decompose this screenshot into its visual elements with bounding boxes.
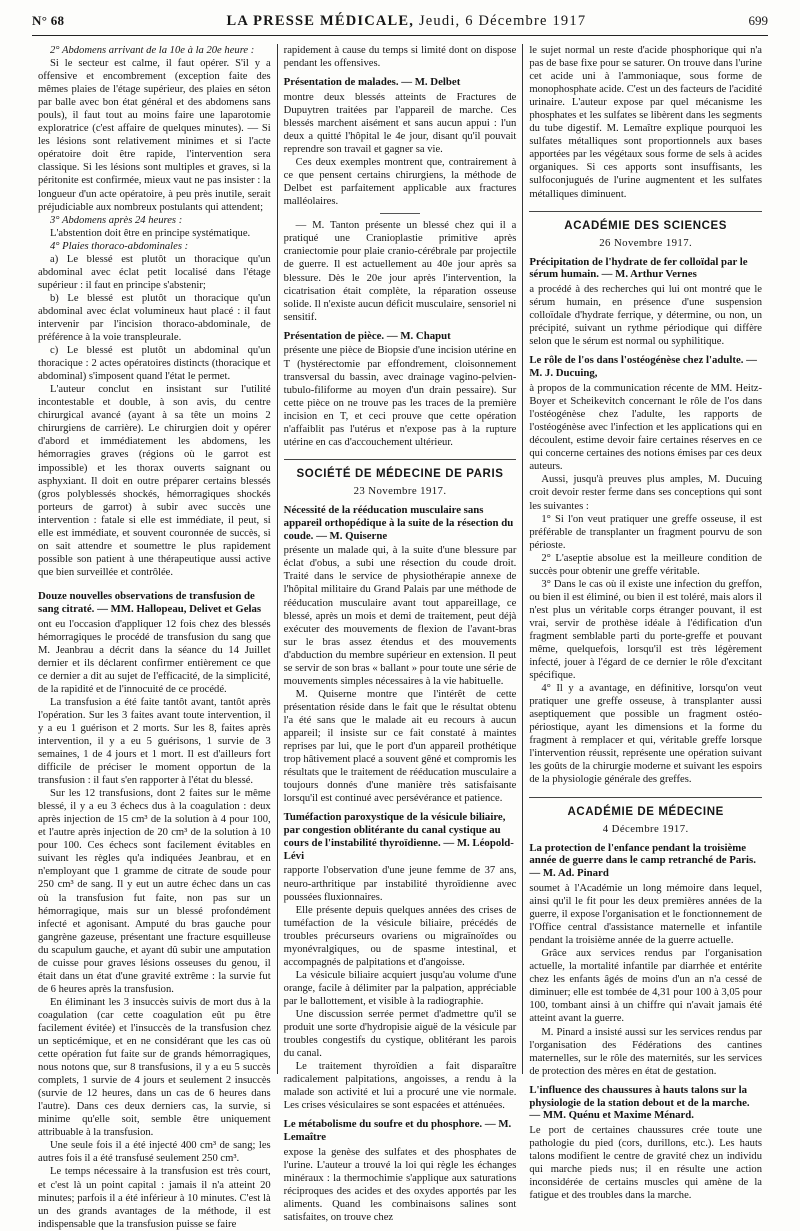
paragraph: 1° Si l'on veut pratiquer une greffe osseuse, il est préférable de transplanter un fragment pourvu de son périoste.	[529, 513, 763, 551]
paragraph: montre deux blessés atteints de Fractures de Dupuytren traitées par l'appareil de marche. Ces blessés marchent aisément et sans aucun appui : l'un deux a quitté l'hôpital le 4e jour, disant qu'il pouvait reprendre son travail et gagner sa vie.	[283, 91, 517, 156]
article-columns	[32, 44, 768, 1230]
paragraph: L'auteur conclut en insistant sur l'utilité incontestable et double, à son avis, du centre chirurgical avancé (ayant à sa tête un moins 2 chirurgiens de carrière). Le chirurgien doit y opérer d'abord et immédiatement les abdomens, les hémorragies graves (régions où le garrot est impossible) et les thorax ouverts saignant ou asphyxiant. Il doit en outre préparer certains blessés (gros polyblessés shockés, hémorragiques shockés porteurs de garrot) à subir avec succès une intervention : fatale si elle est immédiate, il peut, si elle est immédiate, et souvent couronnée de succès, si on sait attendre et soumettre le plus rapidement possible son patient à une thérapeutique aussi active que bien surveillée et contrôlée.	[38, 384, 271, 578]
column-2	[277, 44, 523, 1224]
section-date: 4 Décembre 1917.	[602, 822, 689, 835]
article-heading-malades: Présentation de malades. — M. Delbet	[283, 76, 461, 89]
section-title-academie-medecine: ACADÉMIE DE MÉDECINE	[529, 797, 762, 819]
paragraph: Le temps nécessaire à la transfusion est très court, et c'est là un point capital : jamais il n'a atteint 20 minutes; parfois il a été inférieur à 10 minutes. C'est là un des grands avantages de la méthode, il est indispensable que la transfusion puisse se faire	[38, 1166, 271, 1230]
paragraph: Si le secteur est calme, il faut opérer. S'il y a offensive et encombrement (exception faite des mêmes plaies de l'étage supérieur, des plaies en séton par balle avec bon état général et des abdomens sans pouls), il faut tout au moins faire une laparotomie exploratrice (c'est affaire de quelques minutes). — Si les lésions sont relativement minimes et si l'acte opératoire doit être rapide, l'intervention sera classique. Si les lésions sont multiples et graves, si la péritonite est confirmée, mieux vaut ne pas insister : la longueur d'un acte opératoire, à peu près inutile, serait préjudiciable aux nombreux postulants qui attendent;	[38, 58, 271, 213]
paragraph: Sur les 12 transfusions, dont 2 faites sur le même blessé, il y a eu 3 échecs dus à la coagulation : deux après injection de 15 cm³ de la solution à 4 pour 100, et l'autre après injection de 20 cm³ de la solution à 10 pour 100. Ces échecs sont facilement évitables en suivant les règles qu'a indiquées Jeanbrau, et en n'employant que 1 gramme de citrate de soude pour 250 cm³ de sang. Il y eut un autre échec dans un cas où la transfusion fut faite, non pas sur un hémorragique, mais sur un blessé profondément infecté et agonisant. Amputé du bras gauche pour gangrène gazeuse, présentant une fracture esquilleuse du scapulum gauche, et ayant dû subir une amputation de cuisse pour graves lésions osseuses du genou, il était dans un état d'une gravité extrême : la survie fut de 6 heures après la transfusion.	[38, 788, 271, 995]
paragraph: a) Le blessé est plutôt un thoracique qu'un abdominal avec éclat petit localisé dans l'étage supérieur : il faut en principe s'abstenir;	[38, 253, 271, 291]
paragraph: La transfusion a été faite tantôt avant, tantôt après l'opération. Sur les 3 faites avant toute intervention, il y a eu 1 guérison et 2 morts. Sur les 8, faites après intervention, il y a eu 5 guérisons, 1 survie de 3 semaines, 1 de 4 jours et 1 mort. Il est d'ailleurs fort difficile de préciser le moment opportun de la transfusion : il faut s'en rapporter à l'état du blessé.	[38, 696, 271, 787]
paragraph: ont eu l'occasion d'appliquer 12 fois chez des blessés hémorragiques le procédé de transfusion du sang que M. Jeanbrau a décrit dans la séance du 14 Juillet dernier et ils déclarent confirmer entièrement ce que ce dernier a dit au sujet de l'efficacité, de la simplicité, de la rapidité et de l'innocuité de ce procédé.	[38, 618, 271, 695]
paragraph: rapidement à cause du temps si limité dont on dispose pendant les offensives.	[283, 45, 517, 70]
paragraph: présente un malade qui, à la suite d'une blessure par éclat d'obus, a subi une résection du coude droit. Traité dans le service de physiothérapie annexe de l'hôpital militaire du Grand Palais par une méthode de rééducation musculaire avant tout appareillage, ce blessé, après un mois et demi de traitement, peut déjà exécuter des mouvements de flexion de l'avant-bras sur le bras assez étendus et des mouvements d'abduction du membre supérieur en extension. Il peut se servir de son bras « ballant » pour toute une série de mouvements simples nécessaires à la vie habituelle.	[283, 545, 517, 687]
issue-date: Jeudi, 6 Décembre 1917	[418, 13, 587, 29]
column-1	[32, 44, 277, 1230]
paragraph: Aussi, jusqu'à preuves plus amples, M. Ducuing croit devoir rester ferme dans ses conceptions qui sont les suivantes :	[529, 474, 763, 512]
article-heading-reeducation: Nécessité de la rééducation musculaire sans appareil orthopédique à la suite de la résection du coude. — M. Quiserne	[283, 503, 514, 542]
journal-title	[227, 13, 587, 30]
paragraph: c) Le blessé est plutôt un abdominal qu'un thoracique : 2 actes opératoires distincts (thoracique et abdominal) s'imposent quand l'état le permet.	[38, 345, 271, 383]
article-heading-transfusion: Douze nouvelles observations de transfusion de sang citraté. — MM. Hallopeau, Delivet et Gelas	[38, 589, 262, 615]
paragraph: L'abstention doit être en principe systématique.	[50, 227, 251, 239]
paragraph: présente une pièce de Biopsie d'une incision utérine en T (hystérectomie par effondrement, cloisonnement transversal du bassin, avec drainage vagino-pelvien-tubulo-filiforme au moyen d'un drain pessaire). Sur cette pièce on ne trouve pas les traces de la première incision en T, et ceci prouve que cette opération n'affaiblit pas l'utérus et n'expose pas à la rupture utérine en cas d'accouchement ultérieur.	[283, 345, 517, 448]
article-heading-piece: Présentation de pièce. — M. Chaput	[283, 329, 451, 342]
paragraph: Une discussion serrée permet d'admettre qu'il se produit une sorte d'hydropisie aiguë de la vésicule par troubles congestifs du cystique, oblitérant les parois du canal.	[283, 1008, 517, 1060]
paragraph: M. Quiserne montre que l'intérêt de cette présentation réside dans le fait que le résultat obtenu l'a été sans que le malade ait eu recours à aucun appareil; il insiste sur ce fait constaté à maintes reprises par lui, que le port d'un appareil prothétique trop hâtivement placé a souvent gêné et compromis les résultats que le traitement de rééducation musculaire a toujours donnés d'une manière très satisfaisante lorsqu'il est continué avec persévérance et patience.	[283, 688, 517, 805]
paragraph: Le port de certaines chaussures crée toute une pathologie du pied (cors, durillons, etc.). Les hauts talons modifient le centre de gravité chez un individu qui marche pieds nus; il en résulte une action inconsidérée de certains muscles qui amène de la fatigue et des troubles dans la marche.	[529, 1125, 763, 1202]
paragraph: 3° Dans le cas où il existe une infection du greffon, ou bien il est éliminé, ou bien il est toléré, mais alors il n'est plus un véritable corps étranger pouvant, il est vrai, servir de prothèse idéale à l'édification d'un fragment semblable parti du porte-greffe et pouvant même, quelquefois, lorsqu'il est très légèrement infecté, jouer à l'égard de ce dernier le rôle d'excitant spécifique.	[529, 578, 763, 682]
section-date: 23 Novembre 1917.	[353, 484, 447, 497]
section-title-societe-paris: SOCIÉTÉ DE MÉDECINE DE PARIS	[284, 459, 517, 481]
paragraph: — M. Tanton présente un blessé chez qui il a pratiqué une Cranioplastie primitive après craniectomie pour plaie cranio-cérébrale par projectile de guerre. Il est actuellement au 40e jour après sa blessure. Dès le 20e jour après l'intervention, la cicatrisation était complète, la réparation osseuse solide. Il n'existe aucun déficit musculaire, sensoriel ni sensitif.	[283, 220, 517, 323]
issue-number: N° 68	[32, 13, 65, 28]
paragraph: 4° Il y a avantage, en définitive, lorsqu'on veut pratiquer une greffe osseuse, à transplanter aussi aseptiquement que possible un fragment ostéo-périostique, ayant les dimensions et la forme du fragment à remplacer et qui, véritable greffe lorsque l'intervention réussit, représente une opération suivant les goûts de la chirurgie moderne et suivant les espoirs de la physiologie générale des greffes.	[529, 683, 763, 786]
article-heading-hydrate: Précipitation de l'hydrate de fer colloïdal par le sérum humain. — M. Arthur Vernes	[529, 255, 748, 281]
paragraph: a procédé à des recherches qui lui ont montré que le sérum humain, en présence d'une suspension colloïdale d'hydrate ferrique, y détermine, ou non, un précipité, suivant un rythme périodique qui diffère selon que le sérum est normal ou syphilitique.	[529, 284, 763, 348]
section-date: 26 Novembre 1917.	[599, 236, 693, 249]
paragraph: le sujet normal un reste d'acide phosphorique qui n'a pas de base fixe pour se saturer. On trouve dans l'urine cet acide uni à l'ammoniaque, sous forme de monophosphate acide. C'est un des facteurs de l'acidité urinaire. L'auteur expose par quel mécanisme les phosphates et les sulfates se libèrent dans les segments du tube digestif. M. Lemaître explique pourquoi les sulfates métalliques sont proportionnels aux bases apportées par les végétaux sous forme de sels à acides organiques. Si ces apports sont insuffisants, les sulfoconjugués de l'urine augmentent et les sulfates métalliques diminuent.	[529, 45, 763, 200]
paragraph: M. Pinard a insisté aussi sur les services rendus par l'organisation des Fédérations des cantines maternelles, sur le rôle des maternités, sur les services de protection des mères en état de gestation.	[529, 1026, 763, 1077]
paragraph: 2° L'aseptie absolue est la meilleure condition de succès pour obtenir une greffe véritable.	[529, 552, 763, 577]
paragraph: soumet à l'Académie un long mémoire dans lequel, ainsi qu'il le fit pour les deux premières années de la guerre, il expose l'organisation et le fonctionnement de l'Office central d'assistance maternelle et infantile pendant la troisième année de la guerre actuelle.	[529, 883, 763, 947]
article-heading-vesicule: Tuméfaction paroxystique de la vésicule biliaire, par congestion oblitérante du canal cystique au cours de l'instabilité thyroïdienne. — M. Léopold-Lévi	[283, 811, 514, 862]
journal-name: LA PRESSE MÉDICALE,	[226, 13, 415, 29]
article-heading-enfance: La protection de l'enfance pendant la troisième année de guerre dans le camp retranché de Paris. — M. Ad. Pinard	[529, 841, 756, 880]
article-heading-soufre: Le métabolisme du soufre et du phosphore. — M. Lemaître	[283, 1118, 512, 1144]
paragraph: à propos de la communication récente de MM. Heitz-Boyer et Scheikevitch concernant le rôle de l'os dans l'ostéogénèse chez l'adulte, les rapports de l'ostéogénèse avec l'infection et les applications qui en découlent, estime devoir faire certaines réserves en ce qui concerne certaines des notions émises par ces deux auteurs.	[529, 383, 763, 473]
paragraph: La vésicule biliaire acquiert jusqu'au volume d'une orange, facile à délimiter par la palpation, appréciable par le ballottement, et visible à la radiographie.	[283, 969, 517, 1007]
paragraph: 2° Abdomens arrivant de la 10e à la 20e heure :	[50, 45, 255, 56]
paragraph: Le traitement thyroïdien a fait disparaître radicalement palpitations, angoisses, a rendu à la malade son activité et lui a procuré une vie normale. Les crises vésiculaires se sont espacées et atténuées.	[283, 1061, 517, 1112]
paragraph: Grâce aux services rendus par l'organisation actuelle, la mortalité infantile par diarrhée et entérite chez les enfants âgés de moins d'un an n'a cessé de diminuer; elle est tombée de 4,31 pour 100 à 3,05 pour 100, tombant ainsi à un chiffre qui n'avait jamais été atteint avant la guerre.	[529, 948, 763, 1025]
paragraph: Ces deux exemples montrent que, contrairement à ce que pensent certains chirurgiens, la méthode de Delbet est parfaitement applicable aux fractures malléolaires.	[283, 157, 517, 208]
paragraph: Elle présente depuis quelques années des crises de tuméfaction de la vésicule biliaire, précédés de troubles précurseurs ovariens ou migraïnoïdes ou myonévralgiques, ou de spasme intestinal, et accompagnés de palpitations et d'angoisse.	[283, 904, 517, 968]
paragraph: En éliminant les 3 insuccès suivis de mort dus à la coagulation (car cette coagulation eût pu être facilement évitée) et l'insuccès de la transfusion chez un septicémique, et en ne considérant que les cas où cette opération fut faite sur de grands hémorragiques, nous notons que, sur 8 transfusions, il y a eu 5 succès complets, 1 survie de 4 jours et seulement 2 insuccès (survie de 12 heures, dans un cas de 6 heures dans l'autre). Dans ces deux derniers cas, la survie, si minime qu'elle soit, semble être uniquement attribuable à la transfusion.	[38, 996, 271, 1139]
page-header	[32, 13, 768, 36]
paragraph: 4° Plaies thoraco-abdominales :	[50, 240, 189, 252]
column-3	[522, 44, 768, 1202]
divider	[380, 213, 420, 214]
paragraph: b) Le blessé est plutôt un thoracique qu'un abdominal avec éclat volumineux haut placé : il faut intervenir par l'incision thoraco-abdominale, de préférence à la voie transpleurale.	[38, 292, 271, 344]
paragraph: 3° Abdomens après 24 heures :	[50, 214, 183, 226]
article-heading-os: Le rôle de l'os dans l'ostéogénèse chez l'adulte. — M. J. Ducuing,	[529, 354, 757, 380]
paragraph: expose la genèse des sulfates et des phosphates de l'urine. L'auteur a trouvé la loi qui règle les échanges minéraux : la thermochimie s'applique aux saturations réciproques des acides et des oxydes apportés par les aliments. Quand les combinaisons salines sont satisfaites, on trouve chez	[283, 1146, 517, 1224]
section-title-academie-sciences: ACADÉMIE DES SCIENCES	[529, 211, 762, 233]
article-heading-chaussures: L'influence des chaussures à hauts talons sur la physiologie de la station debout et de la marche. — MM. Quénu et Maxime Ménard.	[529, 1083, 750, 1122]
paragraph: Une seule fois il a été injecté 400 cm³ de sang; les autres fois il a été transfusé seulement 250 cm³.	[38, 1140, 271, 1165]
page-number: 699	[748, 13, 768, 28]
paragraph: rapporte l'observation d'une jeune femme de 37 ans, neuro-arthritique par instabilité thyroïdienne avec poussées fluxionnaires.	[283, 865, 517, 903]
